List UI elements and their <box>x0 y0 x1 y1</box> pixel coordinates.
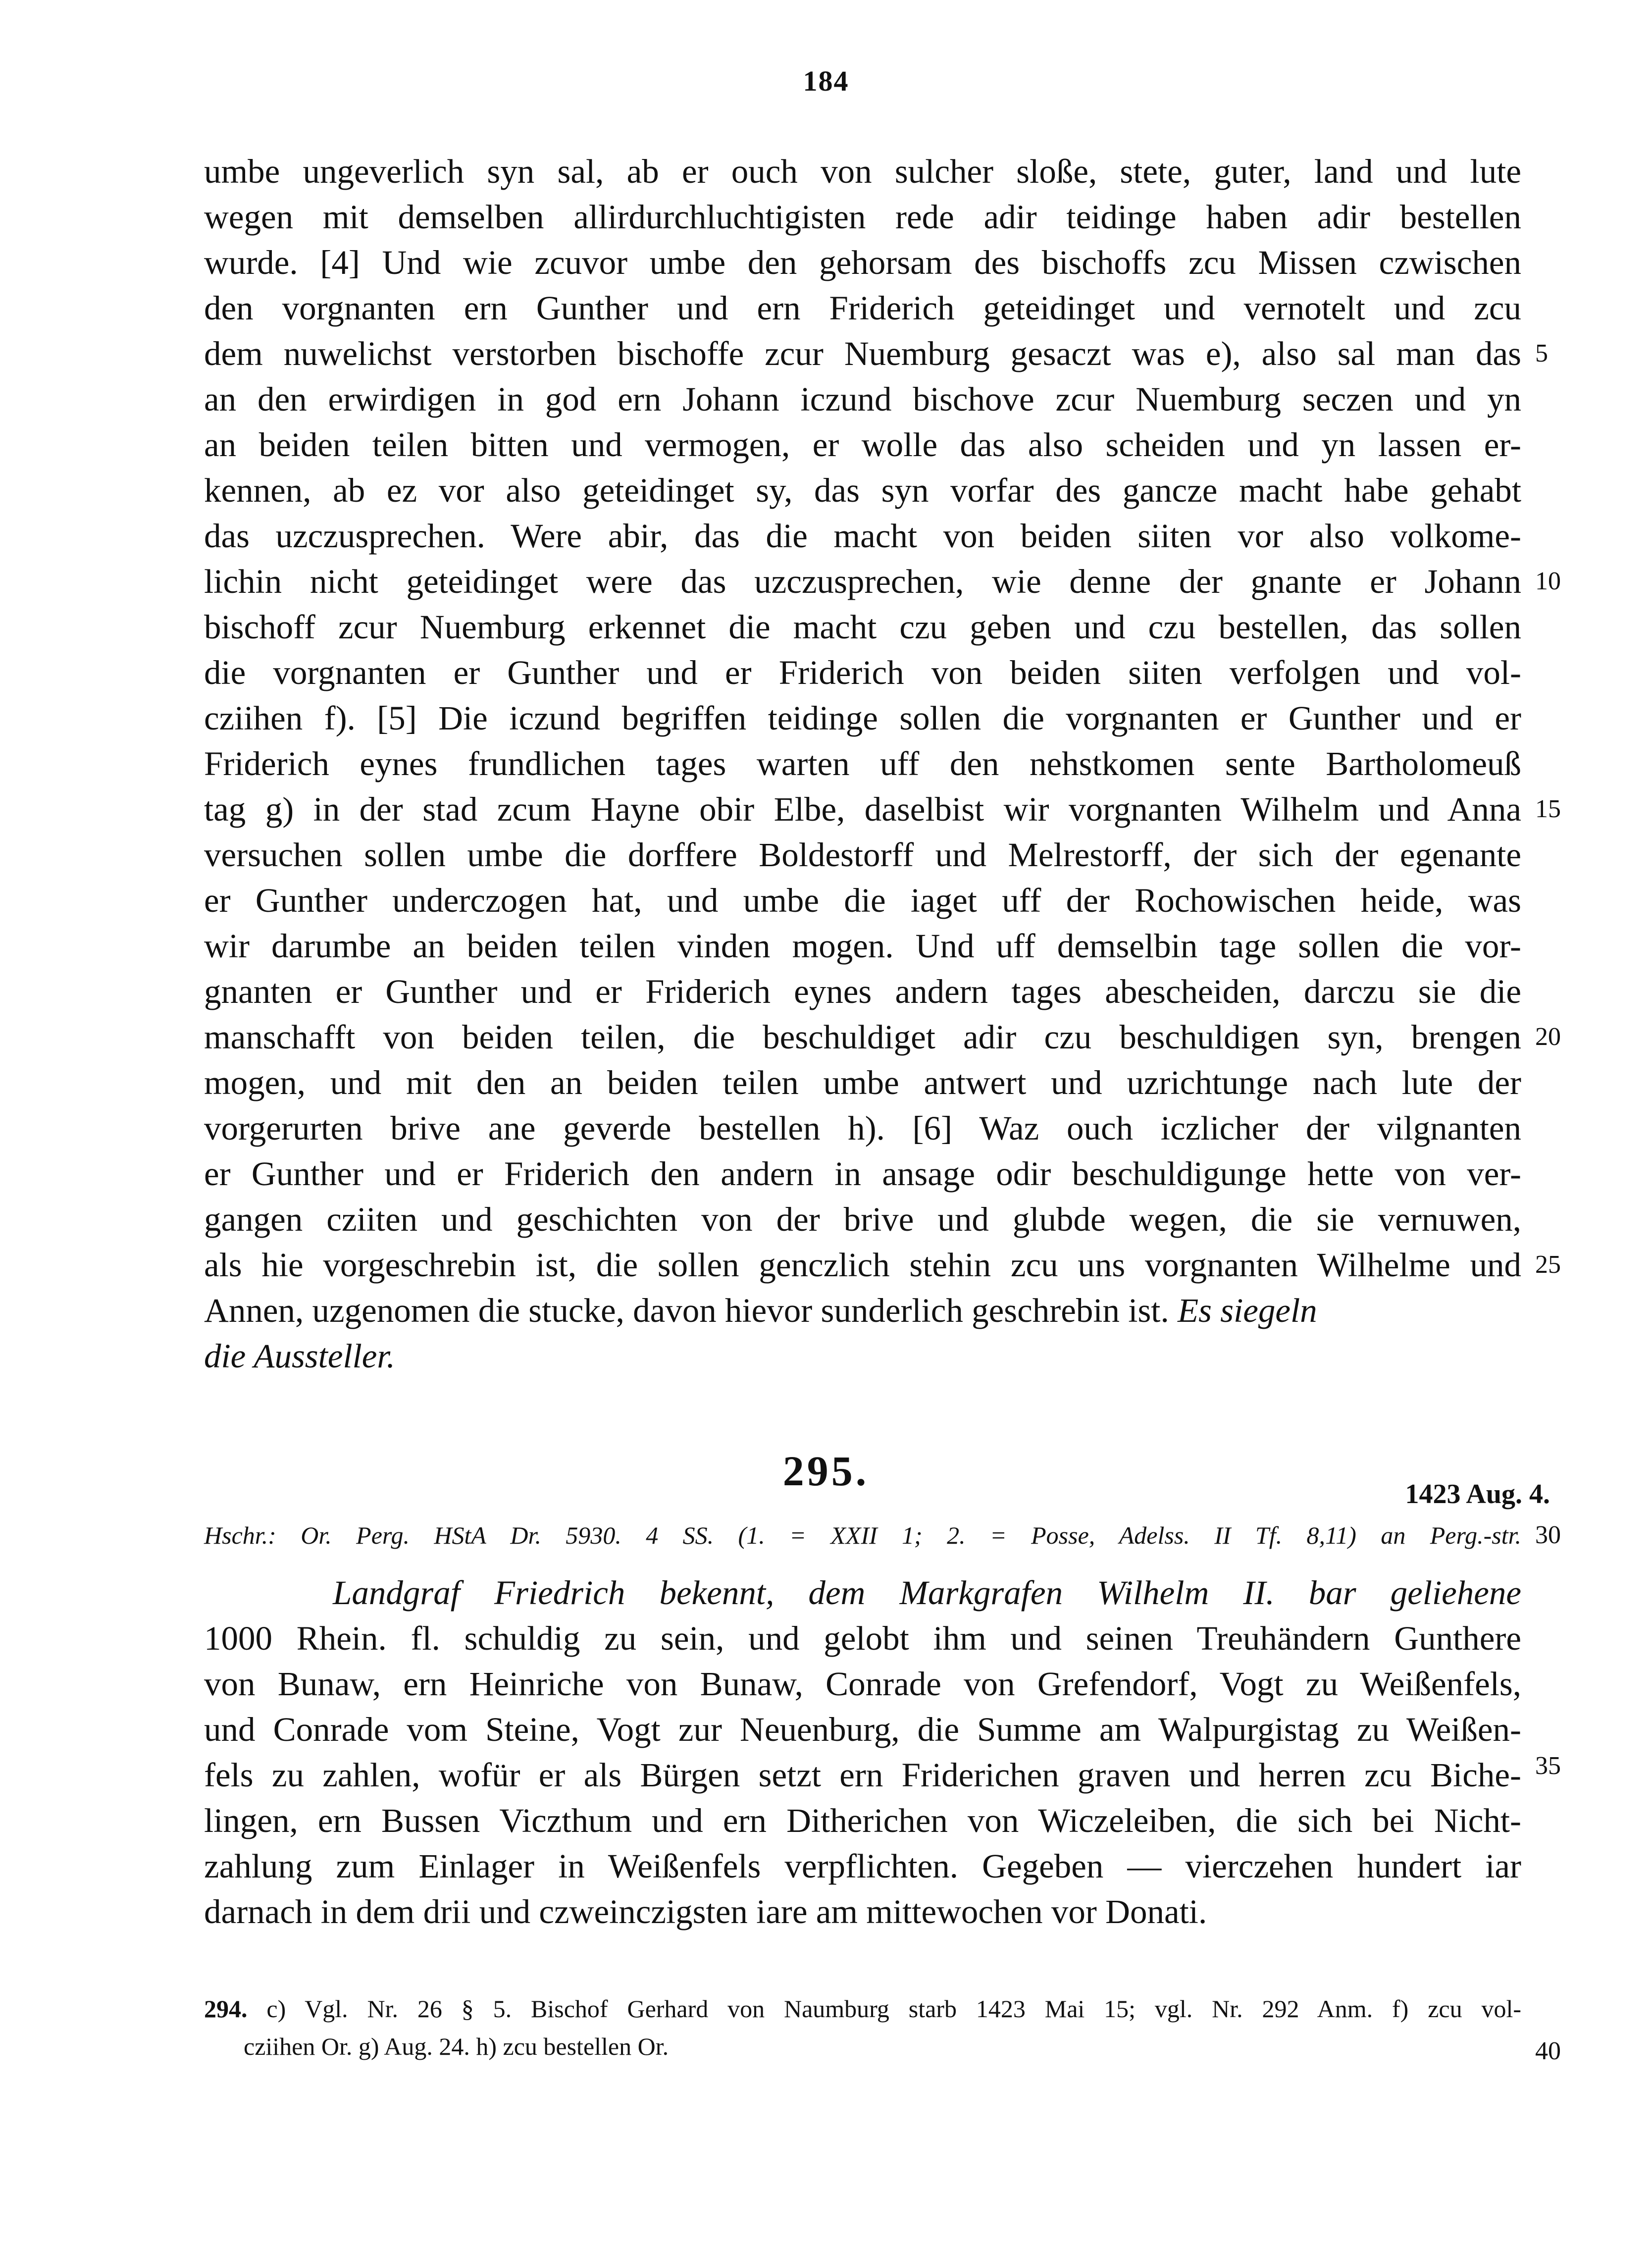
line-number: 5 <box>1535 339 1548 367</box>
text-line: cziihen f). [5] Die iczund begriffen teidinge sollen die vorgnanten er Gunther und er <box>204 699 1521 737</box>
line-number: 15 <box>1535 795 1561 823</box>
regest-line: und Conrade vom Steine, Vogt zur Neuenburg, die Summe am Walpurgistag zu Weißen- <box>204 1711 1521 1748</box>
text-line: er Gunther und er Friderich den andern in ansage odir beschuldigunge hette von ver- <box>204 1155 1521 1193</box>
text-line: dem nuwelichst verstorben bischoffe zcur Nuemburg gesaczt was e), also sal man das <box>204 335 1521 372</box>
regest-line: Landgraf Friedrich bekennt, dem Markgrafen Wilhelm II. bar geliehene <box>333 1574 1521 1612</box>
text-line-content: Annen, uzgenomen die stucke, davon hievor sunderlich geschrebin ist. <box>204 1292 1169 1329</box>
text-line: vorgerurten brive ane geverde bestellen h). [6] Waz ouch iczlicher der vilgnanten <box>204 1109 1521 1147</box>
line-number: 35 <box>1535 1752 1561 1780</box>
regest-line: von Bunaw, ern Heinriche von Bunaw, Conrade von Grefendorf, Vogt zu Weißenfels, <box>204 1665 1521 1703</box>
line-number: 20 <box>1535 1023 1561 1051</box>
text-line: an beiden teilen bitten und vermogen, er wolle das also scheiden und yn lassen er- <box>204 426 1521 464</box>
closing-italic: Es siegeln <box>1177 1292 1317 1329</box>
text-line: wurde. [4] Und wie zcuvor umbe den gehorsam des bischoffs zcu Missen czwischen <box>204 244 1521 281</box>
text-line: als hie vorgeschrebin ist, die sollen genczlich stehin zcu uns vorgnanten Wilhelme und <box>204 1246 1521 1284</box>
text-line: bischoff zcur Nuemburg erkennet die macht czu geben und czu bestellen, das sollen <box>204 608 1521 646</box>
source-note: Hschr.: Or. Perg. HStA Dr. 5930. 4 SS. (1. = XXII 1; 2. = Posse, Adelss. II Tf. 8,11) an Perg.-str. <box>204 1521 1521 1549</box>
line-number: 30 <box>1535 1521 1561 1549</box>
regest-line: zahlung zum Einlager in Weißenfels verpflichten. Gegeben — vierczehen hundert iar <box>204 1847 1521 1885</box>
text-line: an den erwirdigen in god ern Johann iczund bischove zcur Nuemburg seczen und yn <box>204 380 1521 418</box>
regest-line: lingen, ern Bussen Viczthum und ern Ditherichen von Wiczeleiben, die sich bei Nicht- <box>204 1802 1521 1839</box>
footnote-text: c) Vgl. Nr. 26 § 5. Bischof Gerhard von Naumburg starb 1423 Mai 15; vgl. Nr. 292 Anm. f) zcu vol- <box>266 1995 1522 2023</box>
regest-line: 1000 Rhein. fl. schuldig zu sein, und gelobt ihm und seinen Treuhändern Gunthere <box>204 1619 1521 1657</box>
text-line: wegen mit demselben allirdurchluchtigisten rede adir teidinge haben adir bestellen <box>204 198 1521 236</box>
text-line: er Gunther underczogen hat, und umbe die iaget uff der Rochowischen heide, was <box>204 882 1521 919</box>
document-number: 295. <box>782 1447 870 1495</box>
text-line: die Aussteller. <box>204 1337 395 1375</box>
text-line: das uzczusprechen. Were abir, das die macht von beiden siiten vor also volkome- <box>204 517 1521 555</box>
text-line: umbe ungeverlich syn sal, ab er ouch von sulcher sloße, stete, guter, land und lute <box>204 153 1521 190</box>
text-line: Friderich eynes frundlichen tages warten uff den nehstkomen sente Bartholomeuß <box>204 745 1521 782</box>
text-line: kennen, ab ez vor also geteidinget sy, das syn vorfar des gancze macht habe gehabt <box>204 471 1521 509</box>
page-number: 184 <box>803 65 849 97</box>
regest-line: fels zu zahlen, wofür er als Bürgen setzt ern Friderichen graven und herren zcu Biche- <box>204 1756 1521 1794</box>
text-line: den vorgnanten ern Gunther und ern Friderich geteidinget und vernotelt und zcu <box>204 289 1521 327</box>
regest-line: darnach in dem drii und czweinczigsten iare am mittewochen vor Donati. <box>204 1893 1207 1930</box>
text-line: gangen cziiten und geschichten von der brive und glubde wegen, die sie vernuwen, <box>204 1200 1521 1238</box>
text-line: wir darumbe an beiden teilen vinden mogen. Und uff demselbin tage sollen die vor- <box>204 927 1521 965</box>
line-number: 40 <box>1535 2037 1561 2065</box>
text-line: lichin nicht geteidinget were das uzczusprechen, wie denne der gnante er Johann <box>204 563 1521 600</box>
document-date: 1423 Aug. 4. <box>1405 1479 1550 1510</box>
text-line: mogen, und mit den an beiden teilen umbe antwert und uzrichtunge nach lute der <box>204 1064 1521 1101</box>
footnote-ref: 294. <box>204 1995 248 2023</box>
text-line <box>204 1288 1521 1333</box>
footnote-line: cziihen Or. g) Aug. 24. h) zcu bestellen Or. <box>244 2033 669 2060</box>
text-line: die vorgnanten er Gunther und er Friderich von beiden siiten verfolgen und vol- <box>204 654 1521 691</box>
line-number: 25 <box>1535 1251 1561 1279</box>
text-line: gnanten er Gunther und er Friderich eynes andern tages abescheiden, darczu sie die <box>204 973 1521 1010</box>
line-number: 10 <box>1535 567 1561 595</box>
footnote-line <box>204 1991 1521 2027</box>
text-line: tag g) in der stad zcum Hayne obir Elbe, daselbist wir vorgnanten Wilhelm und Anna <box>204 790 1521 828</box>
text-line: versuchen sollen umbe die dorffere Boldestorff und Melrestorff, der sich der egenante <box>204 836 1521 874</box>
text-line: manschafft von beiden teilen, die beschuldiget adir czu beschuldigen syn, brengen <box>204 1018 1521 1056</box>
